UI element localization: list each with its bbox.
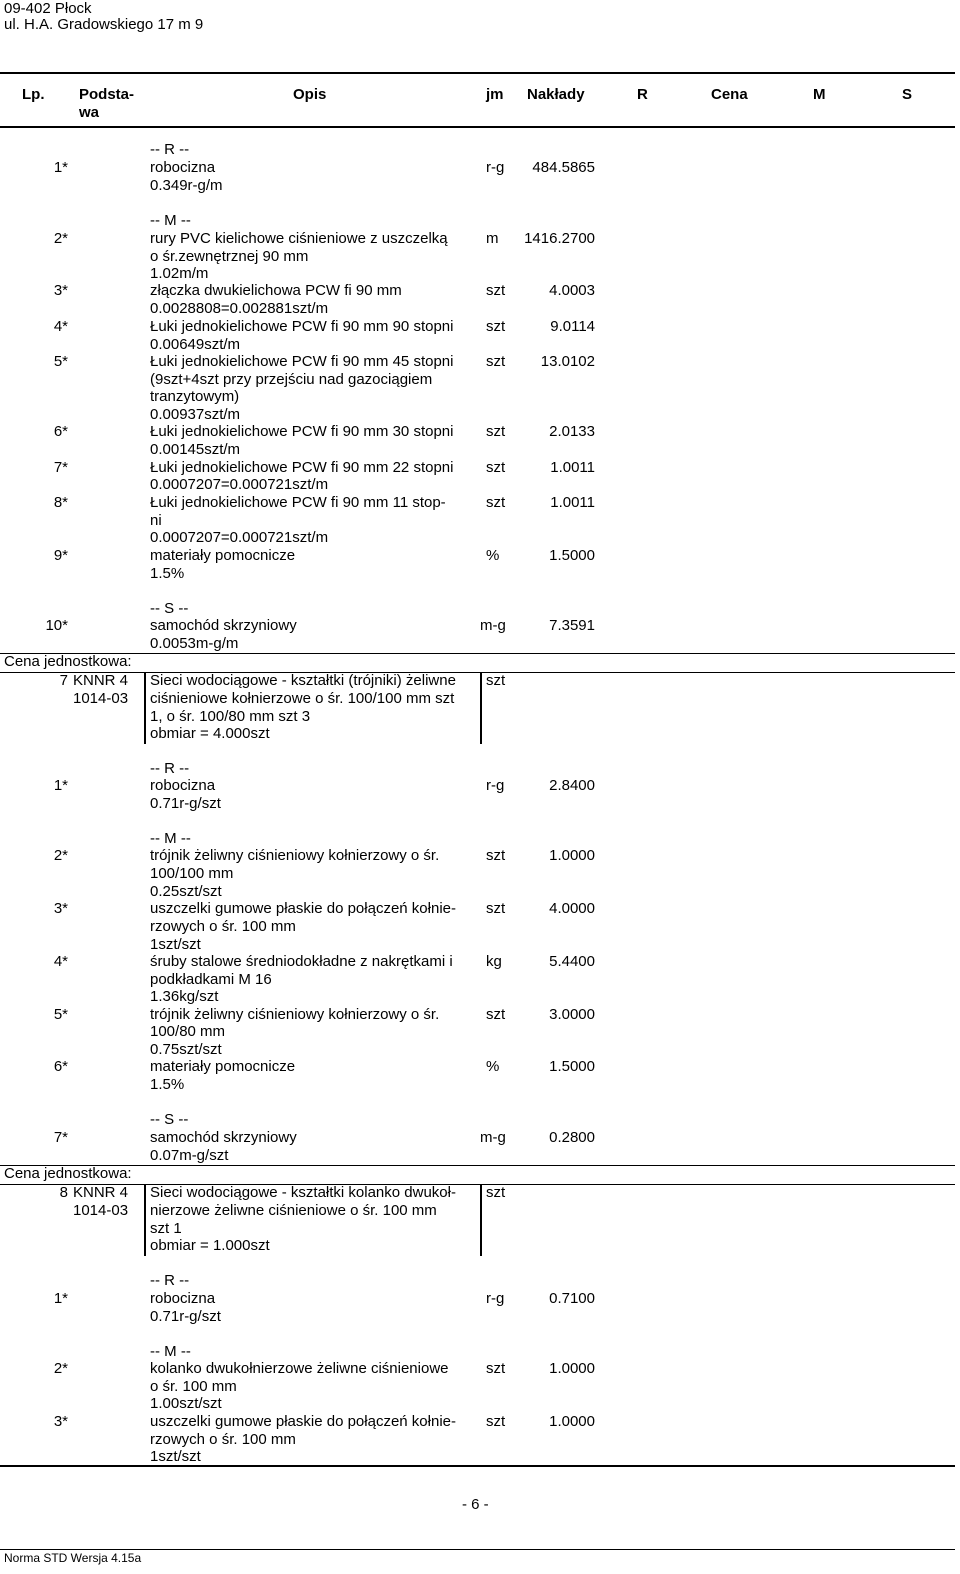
position-description: 1, o śr. 100/80 mm szt 3 (150, 708, 311, 725)
position-divider (144, 672, 146, 744)
row-opis-cont: (9szt+4szt przy przejściu nad gazociągiem (150, 371, 433, 388)
position-divider (480, 672, 482, 744)
row-lp: 2* (53, 847, 68, 864)
position-basis: KNNR 4 (73, 672, 129, 689)
row-lp: 3* (53, 282, 68, 299)
row-jm: m-g (480, 617, 506, 634)
row-lp: 10* (45, 617, 68, 634)
row-opis: samochód skrzyniowy (150, 617, 297, 634)
row-jm: szt (486, 459, 506, 476)
row-opis-cont: rzowych o śr. 100 mm (150, 918, 296, 935)
footer-rule (0, 1549, 955, 1550)
row-jm: % (486, 547, 500, 564)
row-opis: robocizna (150, 159, 216, 176)
row-jm: kg (486, 953, 502, 970)
row-opis: Łuki jednokielichowe PCW fi 90 mm 90 stopni (150, 318, 454, 335)
row-lp: 1* (53, 777, 68, 794)
row-value: 4.0000 (549, 900, 595, 917)
row-jm: szt (486, 423, 506, 440)
row-lp: 3* (53, 1413, 68, 1430)
row-lp: 8* (53, 494, 68, 511)
row-lp: 1* (53, 159, 68, 176)
cena-rule-top (0, 653, 955, 654)
group-m: -- M -- (150, 830, 191, 847)
row-value: 7.3591 (549, 617, 595, 634)
row-norm: 0.75szt/szt (150, 1041, 222, 1058)
row-value: 2.0133 (549, 423, 595, 440)
group-m: -- M -- (150, 212, 191, 229)
col-m: M (813, 86, 826, 103)
row-opis-cont: 100/80 mm (150, 1023, 226, 1040)
row-value: 0.7100 (549, 1290, 595, 1307)
page-number: - 6 - (462, 1496, 489, 1513)
position-number: 8 (59, 1184, 68, 1201)
table-bottom-rule (0, 1465, 955, 1467)
row-jm: r-g (486, 1290, 505, 1307)
row-jm: szt (486, 1360, 506, 1377)
row-jm: szt (486, 353, 506, 370)
row-norm: 1.02m/m (150, 265, 209, 282)
row-opis-cont: tranzytowym) (150, 388, 240, 405)
row-jm: % (486, 1058, 500, 1075)
position-unit: szt (486, 1184, 506, 1201)
row-opis: trójnik żeliwny ciśnieniowy kołnierzowy o śr. (150, 847, 440, 864)
row-norm: 0.349r-g/m (150, 177, 223, 194)
col-s: S (902, 86, 913, 103)
row-norm: 1.5% (150, 1076, 185, 1093)
row-norm: 0.00649szt/m (150, 336, 241, 353)
row-norm: 0.71r-g/szt (150, 1308, 221, 1325)
col-cena: Cena (711, 86, 748, 103)
row-value: 13.0102 (540, 353, 595, 370)
row-opis: śruby stalowe średniodokładne z nakrętkami i (150, 953, 453, 970)
row-jm: szt (486, 1006, 506, 1023)
group-s: -- S -- (150, 1111, 189, 1128)
row-norm: 0.0007207=0.000721szt/m (150, 476, 329, 493)
row-value: 3.0000 (549, 1006, 595, 1023)
row-jm: szt (486, 318, 506, 335)
row-lp: 7* (53, 1129, 68, 1146)
group-m: -- M -- (150, 1343, 191, 1360)
row-jm: r-g (486, 159, 505, 176)
row-value: 1.0011 (550, 494, 595, 511)
row-opis-cont: ni (150, 512, 162, 529)
position-description: ciśnieniowe kołnierzowe o śr. 100/100 mm szt (150, 690, 455, 707)
cena-label: Cena jednostkowa: (4, 653, 132, 670)
row-jm: szt (486, 900, 506, 917)
row-norm: 0.0053m-g/m (150, 635, 239, 652)
row-lp: 6* (53, 423, 68, 440)
col-naklady: Nakłady (527, 86, 585, 103)
row-lp: 1* (53, 1290, 68, 1307)
col-lp: Lp. (22, 86, 45, 103)
row-opis: robocizna (150, 777, 216, 794)
row-jm: szt (486, 1413, 506, 1430)
row-norm: 0.07m-g/szt (150, 1147, 229, 1164)
row-opis: robocizna (150, 1290, 216, 1307)
position-description: Sieci wodociągowe - kształtki kolanko dwukoł- (150, 1184, 456, 1201)
row-opis-cont: rzowych o śr. 100 mm (150, 1431, 296, 1448)
row-opis: Łuki jednokielichowe PCW fi 90 mm 45 stopni (150, 353, 454, 370)
row-jm: m-g (480, 1129, 506, 1146)
col-jm: jm (486, 86, 504, 103)
position-basis: KNNR 4 (73, 1184, 129, 1201)
row-norm: 0.0007207=0.000721szt/m (150, 529, 329, 546)
position-description: nierzowe żeliwne ciśnieniowe o śr. 100 mm (150, 1202, 437, 1219)
row-opis: Łuki jednokielichowe PCW fi 90 mm 30 stopni (150, 423, 454, 440)
row-jm: szt (486, 494, 506, 511)
row-opis: rury PVC kielichowe ciśnieniowe z uszczelką (150, 230, 448, 247)
row-value: 1.0000 (549, 1413, 595, 1430)
software-version: Norma STD Wersja 4.15a (4, 1551, 142, 1565)
row-norm: 1szt/szt (150, 1448, 201, 1465)
row-opis-cont: o śr.zewnętrznej 90 mm (150, 248, 309, 265)
row-lp: 2* (53, 1360, 68, 1377)
row-opis: trójnik żeliwny ciśnieniowy kołnierzowy o śr. (150, 1006, 440, 1023)
row-opis-cont: o śr. 100 mm (150, 1378, 237, 1395)
row-opis: Łuki jednokielichowe PCW fi 90 mm 11 stop- (150, 494, 446, 511)
position-description: szt 1 (150, 1220, 182, 1237)
col-r: R (637, 86, 648, 103)
position-unit: szt (486, 672, 506, 689)
row-lp: 2* (53, 230, 68, 247)
row-opis: Łuki jednokielichowe PCW fi 90 mm 22 stopni (150, 459, 454, 476)
cena-rule-top (0, 1165, 955, 1166)
row-value: 1.0000 (549, 847, 595, 864)
row-value: 0.2800 (549, 1129, 595, 1146)
row-jm: m (486, 230, 499, 247)
position-quantity: obmiar = 4.000szt (150, 725, 270, 742)
row-jm: szt (486, 282, 506, 299)
row-value: 1.5000 (549, 547, 595, 564)
position-basis-code: 1014-03 (73, 690, 129, 707)
row-lp: 4* (53, 318, 68, 335)
position-description: Sieci wodociągowe - kształtki (trójniki) żeliwne (150, 672, 456, 689)
position-divider (144, 1184, 146, 1256)
row-opis: złączka dwukielichowa PCW fi 90 mm (150, 282, 402, 299)
row-opis: samochód skrzyniowy (150, 1129, 297, 1146)
group-r: -- R -- (150, 1272, 190, 1289)
row-value: 1.0011 (550, 459, 595, 476)
row-lp: 7* (53, 459, 68, 476)
row-norm: 1.00szt/szt (150, 1395, 222, 1412)
row-norm: 0.71r-g/szt (150, 795, 221, 812)
row-jm: szt (486, 847, 506, 864)
position-quantity: obmiar = 1.000szt (150, 1237, 270, 1254)
address-line-2: ul. H.A. Gradowskiego 17 m 9 (4, 16, 204, 33)
col-podstawa: Podsta- wa (79, 86, 135, 121)
row-opis: kolanko dwukołnierzowe żeliwne ciśnieniowe (150, 1360, 449, 1377)
group-s: -- S -- (150, 600, 189, 617)
row-norm: 1szt/szt (150, 936, 201, 953)
row-opis: materiały pomocnicze (150, 1058, 296, 1075)
row-norm: 0.25szt/szt (150, 883, 222, 900)
row-lp: 9* (53, 547, 68, 564)
row-lp: 3* (53, 900, 68, 917)
row-norm: 0.0028808=0.002881szt/m (150, 300, 329, 317)
row-norm: 0.00145szt/m (150, 441, 241, 458)
row-opis: materiały pomocnicze (150, 547, 296, 564)
row-opis-cont: podkładkami M 16 (150, 971, 272, 988)
row-lp: 6* (53, 1058, 68, 1075)
row-lp: 5* (53, 1006, 68, 1023)
position-divider (480, 1184, 482, 1256)
header-bottom-rule (0, 126, 955, 128)
row-norm: 0.00937szt/m (150, 406, 241, 423)
col-opis: Opis (293, 86, 327, 103)
row-norm: 1.5% (150, 565, 185, 582)
row-opis: uszczelki gumowe płaskie do połączeń kołnie- (150, 900, 456, 917)
row-value: 2.8400 (549, 777, 595, 794)
row-opis-cont: 100/100 mm (150, 865, 234, 882)
row-lp: 5* (53, 353, 68, 370)
cena-label: Cena jednostkowa: (4, 1165, 132, 1182)
row-value: 4.0003 (549, 282, 595, 299)
row-value: 1416.2700 (524, 230, 595, 247)
address-line-1: 09-402 Płock (4, 0, 92, 17)
row-value: 5.4400 (549, 953, 595, 970)
row-lp: 4* (53, 953, 68, 970)
group-r: -- R -- (150, 141, 190, 158)
header-top-rule (0, 72, 955, 74)
row-opis: uszczelki gumowe płaskie do połączeń kołnie- (150, 1413, 456, 1430)
row-value: 9.0114 (550, 318, 595, 335)
position-basis-code: 1014-03 (73, 1202, 129, 1219)
row-value: 1.0000 (549, 1360, 595, 1377)
group-r: -- R -- (150, 760, 190, 777)
position-number: 7 (59, 672, 68, 689)
row-value: 484.5865 (532, 159, 595, 176)
row-value: 1.5000 (549, 1058, 595, 1075)
row-norm: 1.36kg/szt (150, 988, 219, 1005)
row-jm: r-g (486, 777, 505, 794)
